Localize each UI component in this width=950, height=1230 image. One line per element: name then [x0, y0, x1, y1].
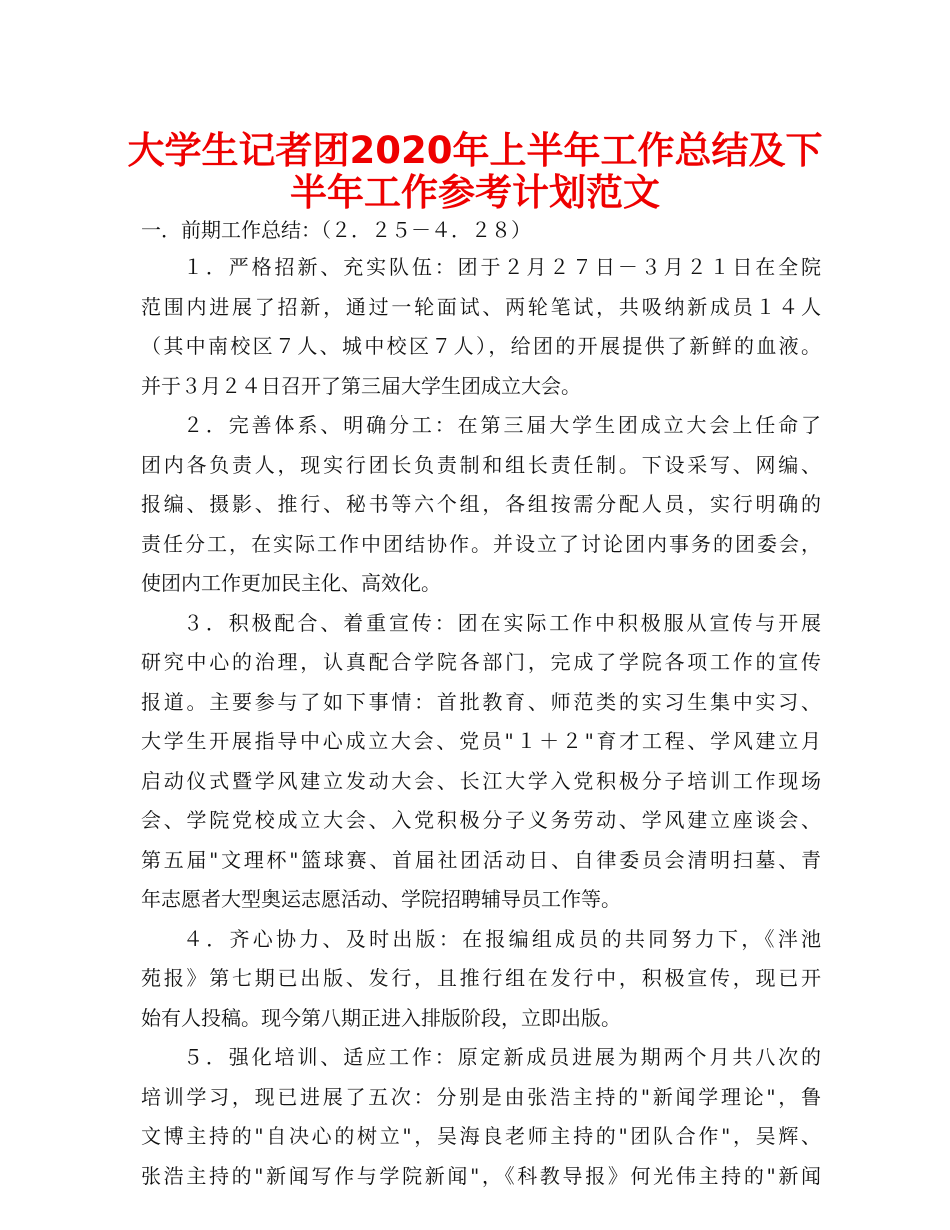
- paragraph-line: 使团内工作更加民主化、高效化。: [141, 571, 441, 595]
- paragraph-line: ２．完善体系、明确分工：在第三届大学生团成立大会上任命了: [183, 413, 821, 437]
- paragraph-line: 并于３月２４日召开了第三届大学生团成立大会。: [141, 373, 581, 398]
- paragraph-line: 会、学院党校成立大会、入党积极分子义务劳动、学风建立座谈会、: [141, 808, 821, 832]
- paragraph-line: １．严格招新、充实队伍：团于２月２７日－３月２１日在全院: [183, 255, 821, 279]
- paragraph-line: ３．积极配合、着重宣传：团在实际工作中积极服从宣传与开展: [183, 610, 821, 635]
- paragraph-line: ５．强化培训、适应工作：原定新成员进展为期两个月共八次的: [183, 1045, 821, 1069]
- paragraph-line: 报道。主要参与了如下事情：首批教育、师范类的实习生集中实习、: [141, 689, 821, 714]
- paragraph-4: [141, 920, 821, 1039]
- paragraph-line: 始有人投稿。现今第八期正进入排版阶段，立即出版。: [141, 1005, 621, 1030]
- paragraph-line: 培训学习，现已进展了五次：分别是由张浩主持的"新闻学理论"，鲁: [141, 1084, 821, 1109]
- paragraph-line: 启动仪式暨学风建立发动大会、长江大学入党积极分子培训工作现场: [141, 768, 821, 793]
- paragraph-line: （其中南校区７人、城中校区７人），给团的开展提供了新鲜的血液。: [141, 334, 821, 358]
- paragraph-line: 年志愿者大型奥运志愿活动、学院招聘辅导员工作等。: [141, 887, 621, 911]
- paragraph-3: [141, 604, 821, 920]
- document-title-line-1: 大学生记者团2020年上半年工作总结及下: [127, 129, 823, 172]
- section-heading: 一．前期工作总结：（２．２５－４．２８）: [141, 218, 531, 242]
- paragraph-line: 文博主持的"自决心的树立"，吴海良老师主持的"团队合作"，吴辉、: [141, 1124, 821, 1148]
- document-title-line-2: 半年工作参考计划范文: [290, 171, 660, 214]
- paragraph-line: 范围内进展了招新，通过一轮面试、两轮笔试，共吸纳新成员１４人: [141, 294, 821, 319]
- paragraph-5: [141, 1038, 821, 1196]
- paragraph-2: [141, 406, 821, 604]
- paragraph-line: 研究中心的治理，认真配合学院各部门，完成了学院各项工作的宣传: [141, 650, 821, 674]
- paragraph-line: 大学生开展指导中心成立大会、党员"１＋２"育才工程、学风建立月: [141, 729, 821, 753]
- paragraph-line: 责任分工，在实际工作中团结协作。并设立了讨论团内事务的团委会，: [141, 531, 821, 556]
- paragraph-line: 团内各负责人，现实行团长负责制和组长责任制。下设采写、网编、: [141, 452, 821, 477]
- paragraph-line: 报编、摄影、推行、秘书等六个组，各组按需分配人员，实行明确的: [141, 492, 821, 516]
- paragraph-line: 苑报》第七期已出版、发行，且推行组在发行中，积极宣传，现已开: [141, 966, 821, 990]
- paragraph-1: [141, 248, 821, 406]
- paragraph-line: ４．齐心协力、及时出版：在报编组成员的共同努力下，《泮池: [183, 926, 821, 951]
- paragraph-line: 第五届"文理杯"篮球赛、首届社团活动日、自律委员会清明扫墓、青: [141, 847, 821, 872]
- paragraph-line: 张浩主持的"新闻写作与学院新闻"，《科教导报》何光伟主持的"新闻: [141, 1163, 821, 1188]
- document-body: [141, 212, 821, 1196]
